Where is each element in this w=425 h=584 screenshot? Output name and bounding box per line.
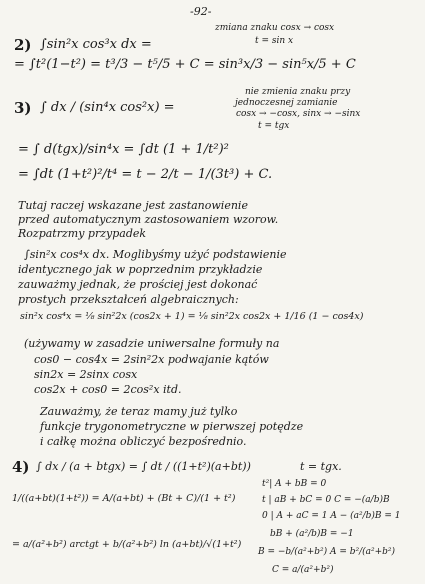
section-3-note-1: nie zmienia znaku przy <box>245 87 351 97</box>
section-4-system-1: t²| A + bB = 0 <box>262 479 327 489</box>
section-4-number: 4) <box>12 458 30 476</box>
paragraph-1-line-3: Rozpatrzmy przypadek <box>18 227 147 240</box>
section-4-result: = a/(a²+b²) arctgt + b/(a²+b²) ln (a+bt)/√(1+t²) <box>12 539 242 550</box>
paragraph-1-line-2: przed automatycznym zastosowaniem wzorow. <box>18 213 279 226</box>
paragraph-2-line-3: zauważmy jednak, że prościej jest dokonać <box>18 278 258 291</box>
section-4-system-3: 0 | A + aC = 1 A − (a²/b)B = 1 <box>262 511 401 521</box>
section-4-system-2: t | aB + bC = 0 C = −(a/b)B <box>262 495 390 505</box>
section-3-step-2: = ∫dt (1+t²)²/t⁴ = t − 2/t − 1/(3t³) + C. <box>18 167 273 182</box>
section-3-integral: ∫ dx / (sin⁴x cos²x) = <box>40 100 175 115</box>
section-2-number: 2) <box>14 36 32 54</box>
paragraph-4-line-2: funkcje trygonometryczne w pierwszej potędze <box>40 420 304 433</box>
section-2-note-sign: zmiana znaku cosx → cosx <box>215 23 335 33</box>
paragraph-3-line-2: cos0 − cos4x = 2sin²2x podwajanie kątów <box>34 353 269 366</box>
page-number: -92- <box>190 5 212 18</box>
section-3-note-4: t = tgx <box>258 121 290 131</box>
paragraph-3-line-1: (używamy w zasadzie uniwersalne formuły na <box>24 337 280 350</box>
paragraph-3-line-3: sin2x = 2sinx cosx <box>34 368 138 381</box>
paragraph-2-line-2: identycznego jak w poprzednim przykładzie <box>18 263 263 276</box>
section-4-system-6: C = a/(a²+b²) <box>272 565 334 575</box>
paragraph-4-line-1: Zauważmy, że teraz mamy już tylko <box>40 405 238 418</box>
section-3-step-1: = ∫ d(tgx)/sin⁴x = ∫dt (1 + 1/t²)² <box>18 142 229 157</box>
section-3-number: 3) <box>14 99 32 117</box>
paragraph-2-line-1: ∫sin²x cos⁴x dx. Moglibyśmy użyć podstawienie <box>24 248 287 261</box>
section-4-partial-fractions: 1/((a+bt)(1+t²)) = A/(a+bt) + (Bt + C)/(1 + t²) <box>12 493 236 504</box>
section-2-integral: ∫sin²x cos³x dx = <box>40 37 152 52</box>
section-4-substitution: t = tgx. <box>300 460 342 473</box>
paragraph-1-line-1: Tutaj raczej wskazane jest zastanowienie <box>18 199 248 212</box>
section-2-result: = ∫t²(1−t²) = t³/3 − t⁵/5 + C = sin³x/3 − sin⁵x/5 + C <box>14 57 356 72</box>
paragraph-4-line-3: i całkę można obliczyć bezpośrednio. <box>40 435 247 448</box>
section-3-note-2: jednoczesnej zamianie <box>235 98 338 108</box>
paragraph-2-equation: sin²x cos⁴x = ⅛ sin²2x (cos2x + 1) = ⅛ sin²2x cos2x + 1/16 (1 − cos4x) <box>20 311 364 322</box>
section-4-system-5: B = −b/(a²+b²) A = b²/(a²+b²) <box>258 547 396 557</box>
section-4-integral: ∫ dx / (a + btgx) = ∫ dt / ((1+t²)(a+bt)) <box>36 460 251 473</box>
section-4-system-4: bB + (a²/b)B = −1 <box>270 529 354 539</box>
paragraph-2-line-4: prostych przekształceń algebraicznych: <box>18 293 239 306</box>
section-3-note-3: cosx → −cosx, sinx → −sinx <box>236 109 361 119</box>
section-2-note-substitution: t = sin x <box>255 36 294 46</box>
paragraph-3-line-4: cos2x + cos0 = 2cos²x itd. <box>34 383 182 396</box>
